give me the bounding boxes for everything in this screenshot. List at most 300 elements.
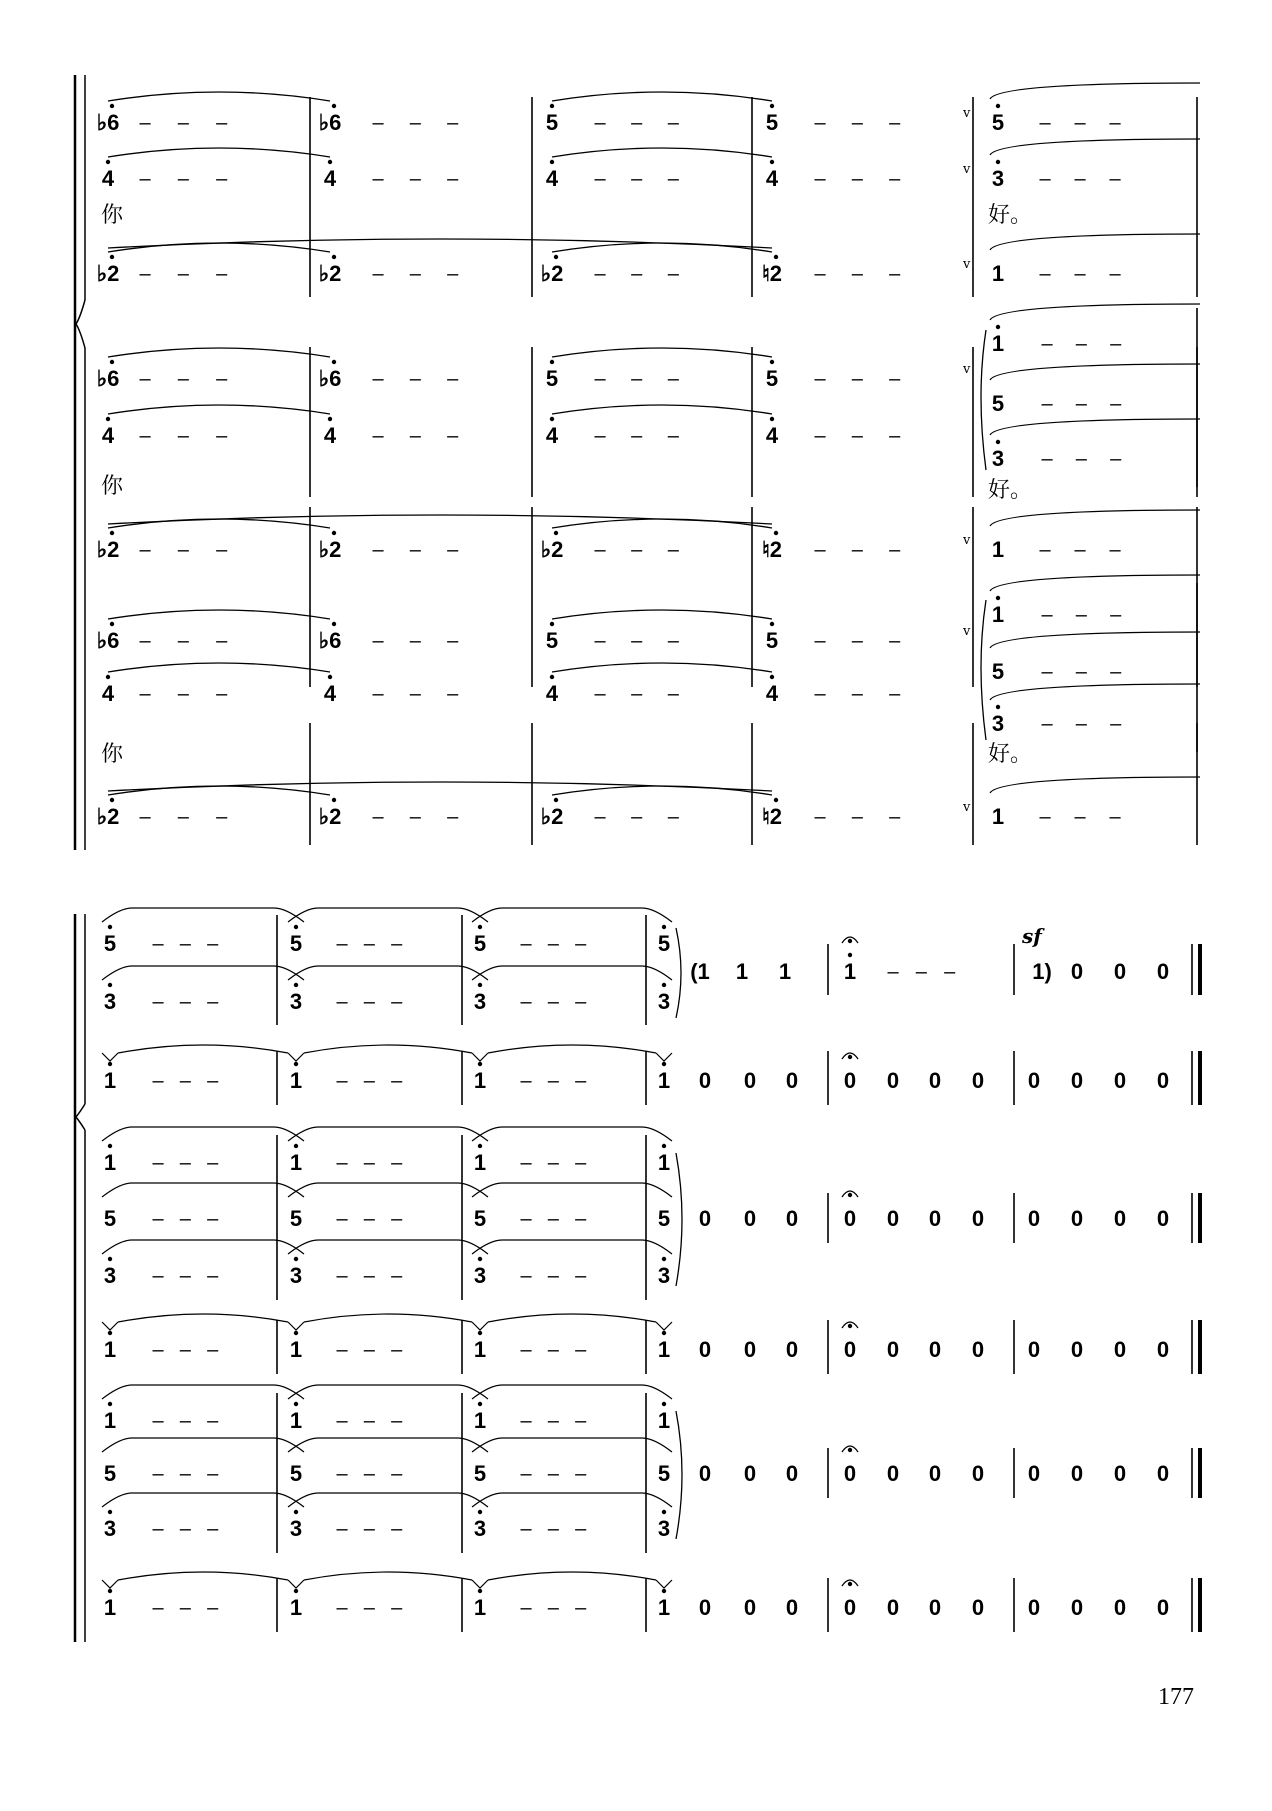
duration-dash: –	[1039, 168, 1051, 190]
duration-dash: –	[851, 263, 863, 285]
octave-dot-high	[662, 1589, 666, 1593]
lyric-ni: 你	[101, 203, 124, 228]
duration-dash: –	[179, 1597, 191, 1619]
octave-dot-high	[294, 1062, 298, 1066]
slur	[108, 515, 772, 524]
duration-dash: –	[575, 1410, 587, 1432]
rest: 0	[843, 1595, 857, 1620]
slur	[108, 786, 330, 795]
duration-dash: –	[363, 1518, 375, 1540]
rest: 0	[1156, 1068, 1170, 1093]
duration-dash: –	[336, 1463, 348, 1485]
note: 5	[103, 931, 117, 956]
breath-mark: v	[963, 257, 971, 272]
octave-dot	[478, 1510, 482, 1514]
octave-dot	[774, 255, 778, 259]
duration-dash: –	[179, 1070, 191, 1092]
duration-dash: –	[520, 1265, 532, 1287]
duration-dash: –	[575, 991, 587, 1013]
duration-dash: –	[372, 168, 384, 190]
fermata-dot	[848, 1582, 852, 1586]
tie	[488, 1314, 656, 1322]
tie	[990, 684, 1200, 700]
note: ♭2	[540, 261, 564, 286]
rest: 0	[1113, 959, 1127, 984]
duration-dash: –	[207, 1070, 219, 1092]
note: ♮2	[761, 804, 783, 829]
duration-dash: –	[594, 425, 606, 447]
octave-dot-high	[108, 1402, 112, 1406]
breath-mark: v	[963, 162, 971, 177]
note: 3	[289, 989, 303, 1014]
duration-dash: –	[372, 263, 384, 285]
duration-dash: –	[179, 933, 191, 955]
duration-dash: –	[179, 1518, 191, 1540]
duration-dash: –	[889, 425, 901, 447]
duration-dash: –	[216, 112, 228, 134]
duration-dash: –	[216, 168, 228, 190]
duration-dash: –	[575, 1265, 587, 1287]
duration-dash: –	[631, 683, 643, 705]
tie	[288, 1438, 488, 1452]
duration-dash: –	[139, 425, 151, 447]
slur	[108, 610, 330, 619]
lyric-ni: 你	[101, 742, 124, 767]
tie	[488, 1045, 656, 1053]
rest: 0	[928, 1461, 942, 1486]
octave-dot	[550, 675, 554, 679]
chord-brace	[676, 1153, 682, 1286]
duration-dash: –	[594, 168, 606, 190]
duration-dash: –	[336, 1597, 348, 1619]
duration-dash: –	[207, 1152, 219, 1174]
octave-dot	[550, 360, 554, 364]
duration-dash: –	[391, 1152, 403, 1174]
duration-dash: –	[889, 683, 901, 705]
octave-dot-high	[478, 1589, 482, 1593]
rest: 0	[698, 1461, 712, 1486]
chord-note: 1	[473, 1150, 487, 1175]
duration-dash: –	[594, 806, 606, 828]
duration-dash: –	[1039, 112, 1051, 134]
octave-dot-high	[662, 1402, 666, 1406]
chord-note: 5	[657, 1206, 671, 1231]
note: 4	[323, 681, 337, 706]
duration-dash: –	[372, 806, 384, 828]
accent	[472, 1053, 488, 1061]
duration-dash: –	[391, 1339, 403, 1361]
rest: 0	[1113, 1068, 1127, 1093]
duration-dash: –	[631, 630, 643, 652]
chord-brace	[981, 330, 986, 470]
note: 5	[657, 931, 671, 956]
duration-dash: –	[520, 1597, 532, 1619]
duration-dash: –	[216, 539, 228, 561]
duration-dash: –	[1041, 448, 1053, 470]
tie	[102, 1385, 304, 1399]
rest: 0	[698, 1068, 712, 1093]
duration-dash: –	[177, 112, 189, 134]
note: 5	[765, 628, 779, 653]
note: 4	[323, 166, 337, 191]
duration-dash: –	[631, 806, 643, 828]
chord-note: 3	[289, 1263, 303, 1288]
duration-dash: –	[152, 1410, 164, 1432]
tie	[990, 234, 1200, 250]
note: ♭2	[540, 804, 564, 829]
note: 4	[101, 423, 115, 448]
chord-note: 5	[991, 659, 1005, 684]
duration-dash: –	[152, 1597, 164, 1619]
duration-dash: –	[944, 961, 956, 983]
octave-dot	[110, 531, 114, 535]
note: 1	[657, 1337, 671, 1362]
octave-dot-high	[662, 1144, 666, 1148]
duration-dash: –	[631, 368, 643, 390]
duration-dash: –	[207, 1597, 219, 1619]
duration-dash: –	[409, 112, 421, 134]
octave-dot	[108, 1257, 112, 1261]
duration-dash: –	[814, 630, 826, 652]
note: 1	[991, 261, 1005, 286]
duration-dash: –	[139, 112, 151, 134]
fermata-dot	[848, 1324, 852, 1328]
duration-dash: –	[372, 112, 384, 134]
duration-dash: –	[391, 1410, 403, 1432]
chord-note: 5	[289, 1461, 303, 1486]
rest: 0	[928, 1595, 942, 1620]
octave-dot	[770, 417, 774, 421]
chord-note: 3	[473, 1516, 487, 1541]
octave-dot	[770, 675, 774, 679]
chord-note: 1	[657, 1150, 671, 1175]
duration-dash: –	[179, 1410, 191, 1432]
duration-dash: –	[594, 630, 606, 652]
slur	[552, 786, 772, 795]
tie	[288, 966, 488, 980]
duration-dash: –	[391, 1265, 403, 1287]
duration-dash: –	[1110, 448, 1122, 470]
duration-dash: –	[1039, 806, 1051, 828]
tie	[472, 1493, 672, 1507]
duration-dash: –	[1074, 112, 1086, 134]
duration-dash: –	[547, 933, 559, 955]
duration-dash: –	[575, 1597, 587, 1619]
duration-dash: –	[207, 1339, 219, 1361]
accent	[102, 1580, 118, 1588]
duration-dash: –	[631, 539, 643, 561]
chord-note: 5	[103, 1206, 117, 1231]
rest: 0	[698, 1595, 712, 1620]
duration-dash: –	[207, 1265, 219, 1287]
fermata-dot	[848, 1193, 852, 1197]
tie	[288, 1493, 488, 1507]
octave-dot	[108, 1510, 112, 1514]
rest: 0	[843, 1068, 857, 1093]
duration-dash: –	[631, 263, 643, 285]
duration-dash: –	[667, 368, 679, 390]
duration-dash: –	[575, 1208, 587, 1230]
note: 1	[473, 1337, 487, 1362]
interlude-note: 1	[843, 959, 857, 984]
duration-dash: –	[631, 112, 643, 134]
breath-mark: v	[963, 362, 971, 377]
note: ♭6	[318, 628, 342, 653]
chord-note: 5	[473, 1461, 487, 1486]
duration-dash: –	[179, 1152, 191, 1174]
octave-dot	[996, 440, 1000, 444]
tie	[990, 419, 1200, 435]
octave-dot	[294, 983, 298, 987]
duration-dash: –	[1075, 333, 1087, 355]
breath-mark: v	[963, 533, 971, 548]
duration-dash: –	[631, 425, 643, 447]
duration-dash: –	[139, 168, 151, 190]
octave-dot	[662, 925, 666, 929]
octave-dot-high	[108, 1062, 112, 1066]
duration-dash: –	[216, 630, 228, 652]
duration-dash: –	[594, 368, 606, 390]
duration-dash: –	[391, 1208, 403, 1230]
duration-dash: –	[336, 933, 348, 955]
octave-dot	[996, 705, 1000, 709]
duration-dash: –	[851, 368, 863, 390]
duration-dash: –	[814, 263, 826, 285]
octave-dot-high	[662, 1331, 666, 1335]
duration-dash: –	[409, 806, 421, 828]
rest: 0	[886, 1461, 900, 1486]
octave-dot	[110, 104, 114, 108]
rest: 0	[971, 1461, 985, 1486]
breath-mark: v	[963, 106, 971, 121]
duration-dash: –	[139, 630, 151, 652]
duration-dash: –	[447, 683, 459, 705]
duration-dash: –	[177, 168, 189, 190]
duration-dash: –	[1041, 393, 1053, 415]
octave-dot	[774, 798, 778, 802]
duration-dash: –	[915, 961, 927, 983]
rest: 0	[928, 1337, 942, 1362]
accent	[472, 1580, 488, 1588]
duration-dash: –	[409, 630, 421, 652]
rest: 0	[971, 1206, 985, 1231]
duration-dash: –	[372, 539, 384, 561]
rest: 0	[1156, 1337, 1170, 1362]
rest: 0	[928, 1068, 942, 1093]
page-number: 177	[1158, 1684, 1194, 1710]
octave-dot	[106, 160, 110, 164]
rest: 0	[1156, 1461, 1170, 1486]
rest: 0	[886, 1595, 900, 1620]
duration-dash: –	[363, 1597, 375, 1619]
duration-dash: –	[1109, 539, 1121, 561]
octave-dot	[554, 798, 558, 802]
rest: 0	[785, 1337, 799, 1362]
note: 5	[473, 931, 487, 956]
duration-dash: –	[152, 1070, 164, 1092]
interlude-note: 1	[778, 959, 792, 984]
octave-dot-high	[478, 1402, 482, 1406]
duration-dash: –	[1109, 263, 1121, 285]
tie	[990, 83, 1200, 99]
octave-dot-high	[294, 1144, 298, 1148]
note: 1	[657, 1595, 671, 1620]
tie	[288, 908, 488, 922]
duration-dash: –	[1110, 604, 1122, 626]
tie	[118, 1314, 288, 1322]
duration-dash: –	[409, 683, 421, 705]
duration-dash: –	[363, 1208, 375, 1230]
duration-dash: –	[594, 112, 606, 134]
tie	[472, 1385, 672, 1399]
slur	[108, 519, 330, 528]
slur	[552, 405, 772, 414]
note: 4	[545, 166, 559, 191]
duration-dash: –	[520, 991, 532, 1013]
tie	[488, 1572, 656, 1580]
chord-note: 1	[289, 1150, 303, 1175]
octave-dot	[110, 360, 114, 364]
octave-dot-high	[294, 1589, 298, 1593]
duration-dash: –	[139, 263, 151, 285]
duration-dash: –	[336, 1152, 348, 1174]
note: 1	[289, 1595, 303, 1620]
duration-dash: –	[594, 263, 606, 285]
chord-note: 5	[289, 1206, 303, 1231]
note: ♭6	[96, 110, 120, 135]
slur	[552, 663, 772, 672]
note: 5	[545, 110, 559, 135]
duration-dash: –	[851, 806, 863, 828]
duration-dash: –	[216, 683, 228, 705]
rest: 0	[785, 1206, 799, 1231]
duration-dash: –	[391, 1597, 403, 1619]
chord-note: 3	[289, 1516, 303, 1541]
duration-dash: –	[547, 1410, 559, 1432]
rest: 0	[886, 1337, 900, 1362]
accent	[472, 1322, 488, 1330]
duration-dash: –	[1075, 713, 1087, 735]
rest: 0	[1113, 1206, 1127, 1231]
accent	[656, 1580, 672, 1588]
duration-dash: –	[547, 1518, 559, 1540]
duration-dash: –	[547, 991, 559, 1013]
duration-dash: –	[152, 1463, 164, 1485]
duration-dash: –	[391, 1518, 403, 1540]
tie	[288, 1127, 488, 1141]
rest: 0	[1156, 1206, 1170, 1231]
lyric-hao: 好。	[988, 478, 1033, 503]
octave-dot	[770, 360, 774, 364]
tie	[102, 1438, 304, 1452]
note: 5	[765, 366, 779, 391]
interlude-note: 1	[735, 959, 749, 984]
note: 5	[765, 110, 779, 135]
interlude-note: 1)	[1032, 959, 1052, 984]
fermata-dot	[848, 1055, 852, 1059]
tie	[102, 966, 304, 980]
rest: 0	[1156, 959, 1170, 984]
rest: 0	[843, 1337, 857, 1362]
duration-dash: –	[207, 933, 219, 955]
duration-dash: –	[1039, 539, 1051, 561]
octave-dot	[328, 675, 332, 679]
rest: 0	[1027, 1461, 1041, 1486]
duration-dash: –	[1075, 448, 1087, 470]
octave-dot-high	[294, 1331, 298, 1335]
octave-dot	[550, 417, 554, 421]
duration-dash: –	[1039, 263, 1051, 285]
octave-dot	[332, 255, 336, 259]
duration-dash: –	[1075, 604, 1087, 626]
rest: 0	[785, 1461, 799, 1486]
duration-dash: –	[207, 1410, 219, 1432]
slur	[108, 348, 330, 357]
note: 5	[545, 628, 559, 653]
chord-brace	[676, 1411, 682, 1539]
duration-dash: –	[409, 425, 421, 447]
duration-dash: –	[447, 368, 459, 390]
duration-dash: –	[1110, 333, 1122, 355]
duration-dash: –	[1075, 393, 1087, 415]
rest: 0	[886, 1068, 900, 1093]
octave-dot	[662, 983, 666, 987]
duration-dash: –	[667, 630, 679, 652]
duration-dash: –	[447, 539, 459, 561]
duration-dash: –	[575, 1339, 587, 1361]
note: 3	[103, 989, 117, 1014]
duration-dash: –	[575, 1070, 587, 1092]
duration-dash: –	[152, 1152, 164, 1174]
slur	[552, 243, 772, 252]
octave-dot	[662, 1510, 666, 1514]
duration-dash: –	[372, 425, 384, 447]
octave-dot	[108, 925, 112, 929]
duration-dash: –	[594, 683, 606, 705]
duration-dash: –	[409, 263, 421, 285]
tie	[288, 1183, 488, 1197]
duration-dash: –	[177, 425, 189, 447]
duration-dash: –	[667, 263, 679, 285]
tie	[118, 1045, 288, 1053]
duration-dash: –	[1041, 661, 1053, 683]
duration-dash: –	[372, 630, 384, 652]
slur	[108, 243, 330, 252]
duration-dash: –	[409, 539, 421, 561]
octave-dot-high	[108, 1589, 112, 1593]
rest: 0	[1027, 1206, 1041, 1231]
duration-dash: –	[1074, 806, 1086, 828]
tie	[118, 1572, 288, 1580]
rest: 0	[743, 1337, 757, 1362]
accent	[656, 1053, 672, 1061]
note: 1	[289, 1337, 303, 1362]
duration-dash: –	[1074, 168, 1086, 190]
note: 4	[545, 423, 559, 448]
duration-dash: –	[667, 539, 679, 561]
duration-dash: –	[363, 1339, 375, 1361]
chord-note: 5	[991, 391, 1005, 416]
duration-dash: –	[887, 961, 899, 983]
duration-dash: –	[447, 806, 459, 828]
duration-dash: –	[179, 1265, 191, 1287]
note: 5	[289, 931, 303, 956]
duration-dash: –	[575, 1152, 587, 1174]
octave-dot	[770, 104, 774, 108]
breath-mark: v	[963, 800, 971, 815]
duration-dash: –	[177, 368, 189, 390]
tie	[990, 510, 1200, 526]
